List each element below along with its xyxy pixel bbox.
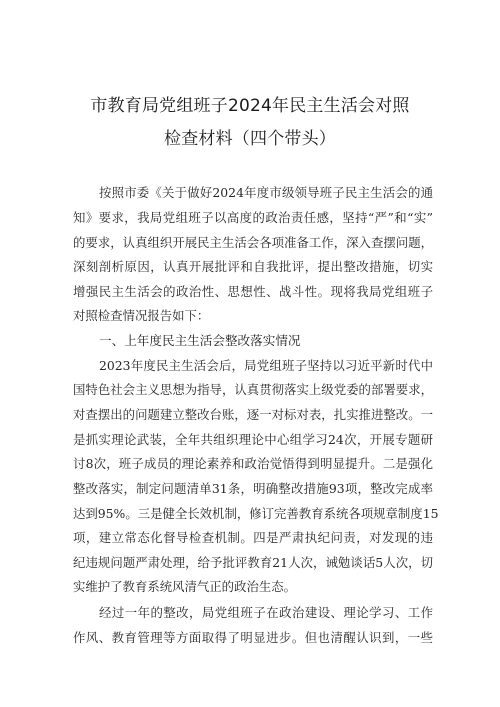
paragraph-1-line: 增强民主生活会的政治性、思想性、战斗性。现将我局党组班子 (73, 284, 433, 299)
paragraph-1-line: 深刻剖析原因，认真开展批评和自我批评，提出整改措施，切实 (73, 259, 433, 274)
paragraph-1-line: 按照市委《关于做好2024年度市级领导班子民主生活会的通 (99, 185, 433, 200)
paragraph-2-line: 项，建立常态化督导检查机制。四是严肃执纪问责，对发现的违 (73, 530, 433, 545)
section-heading: 一、上年度民主生活会整改落实情况 (99, 333, 301, 348)
paragraph-1-line: 知》要求，我局党组班子以高度的政治责任感，坚持“严”和“实” (73, 210, 433, 225)
paragraph-2-line: 讨8次，班子成员的理论素养和政治觉悟得到明显提升。二是强化 (73, 456, 433, 471)
paragraph-2-line: 整改落实，制定问题清单31条，明确整改措施93项，整改完成率 (73, 481, 433, 496)
paragraph-2-line: 对查摆出的问题建立整改台账，逐一对标对表，扎实推进整改。一 (73, 407, 433, 422)
paragraph-2-line: 2023年度民主生活会后，局党组班子坚持以习近平新时代中 (99, 358, 433, 373)
document-title-line-1: 市教育局党组班子2024年民主生活会对照 (90, 96, 410, 116)
paragraph-3-line: 经过一年的整改，局党组班子在政治建设、理论学习、工作 (99, 605, 433, 620)
paragraph-2-line: 实维护了教育系统风清气正的政治生态。 (73, 579, 297, 594)
paragraph-2-line: 国特色社会主义思想为指导，认真贯彻落实上级党委的部署要求， (73, 382, 433, 397)
paragraph-1-line: 对照检查情况报告如下： (73, 308, 210, 323)
paragraph-2-line: 是抓实理论武装，全年共组织理论中心组学习24次，开展专题研 (73, 432, 433, 447)
document-title-line-2: 检查材料（四个带头） (164, 129, 336, 149)
paragraph-3-line: 作风、教育管理等方面取得了明显进步。但也清醒认识到，一些 (73, 630, 433, 645)
paragraph-2-line: 达到95%。三是健全长效机制，修订完善教育系统各项规章制度15 (73, 506, 439, 521)
paragraph-2-line: 纪违规问题严肃处理，给予批评教育21人次，诫勉谈话5人次，切 (73, 555, 433, 570)
paragraph-1-line: 的要求，认真组织开展民主生活会各项准备工作，深入查摆问题， (73, 235, 433, 250)
